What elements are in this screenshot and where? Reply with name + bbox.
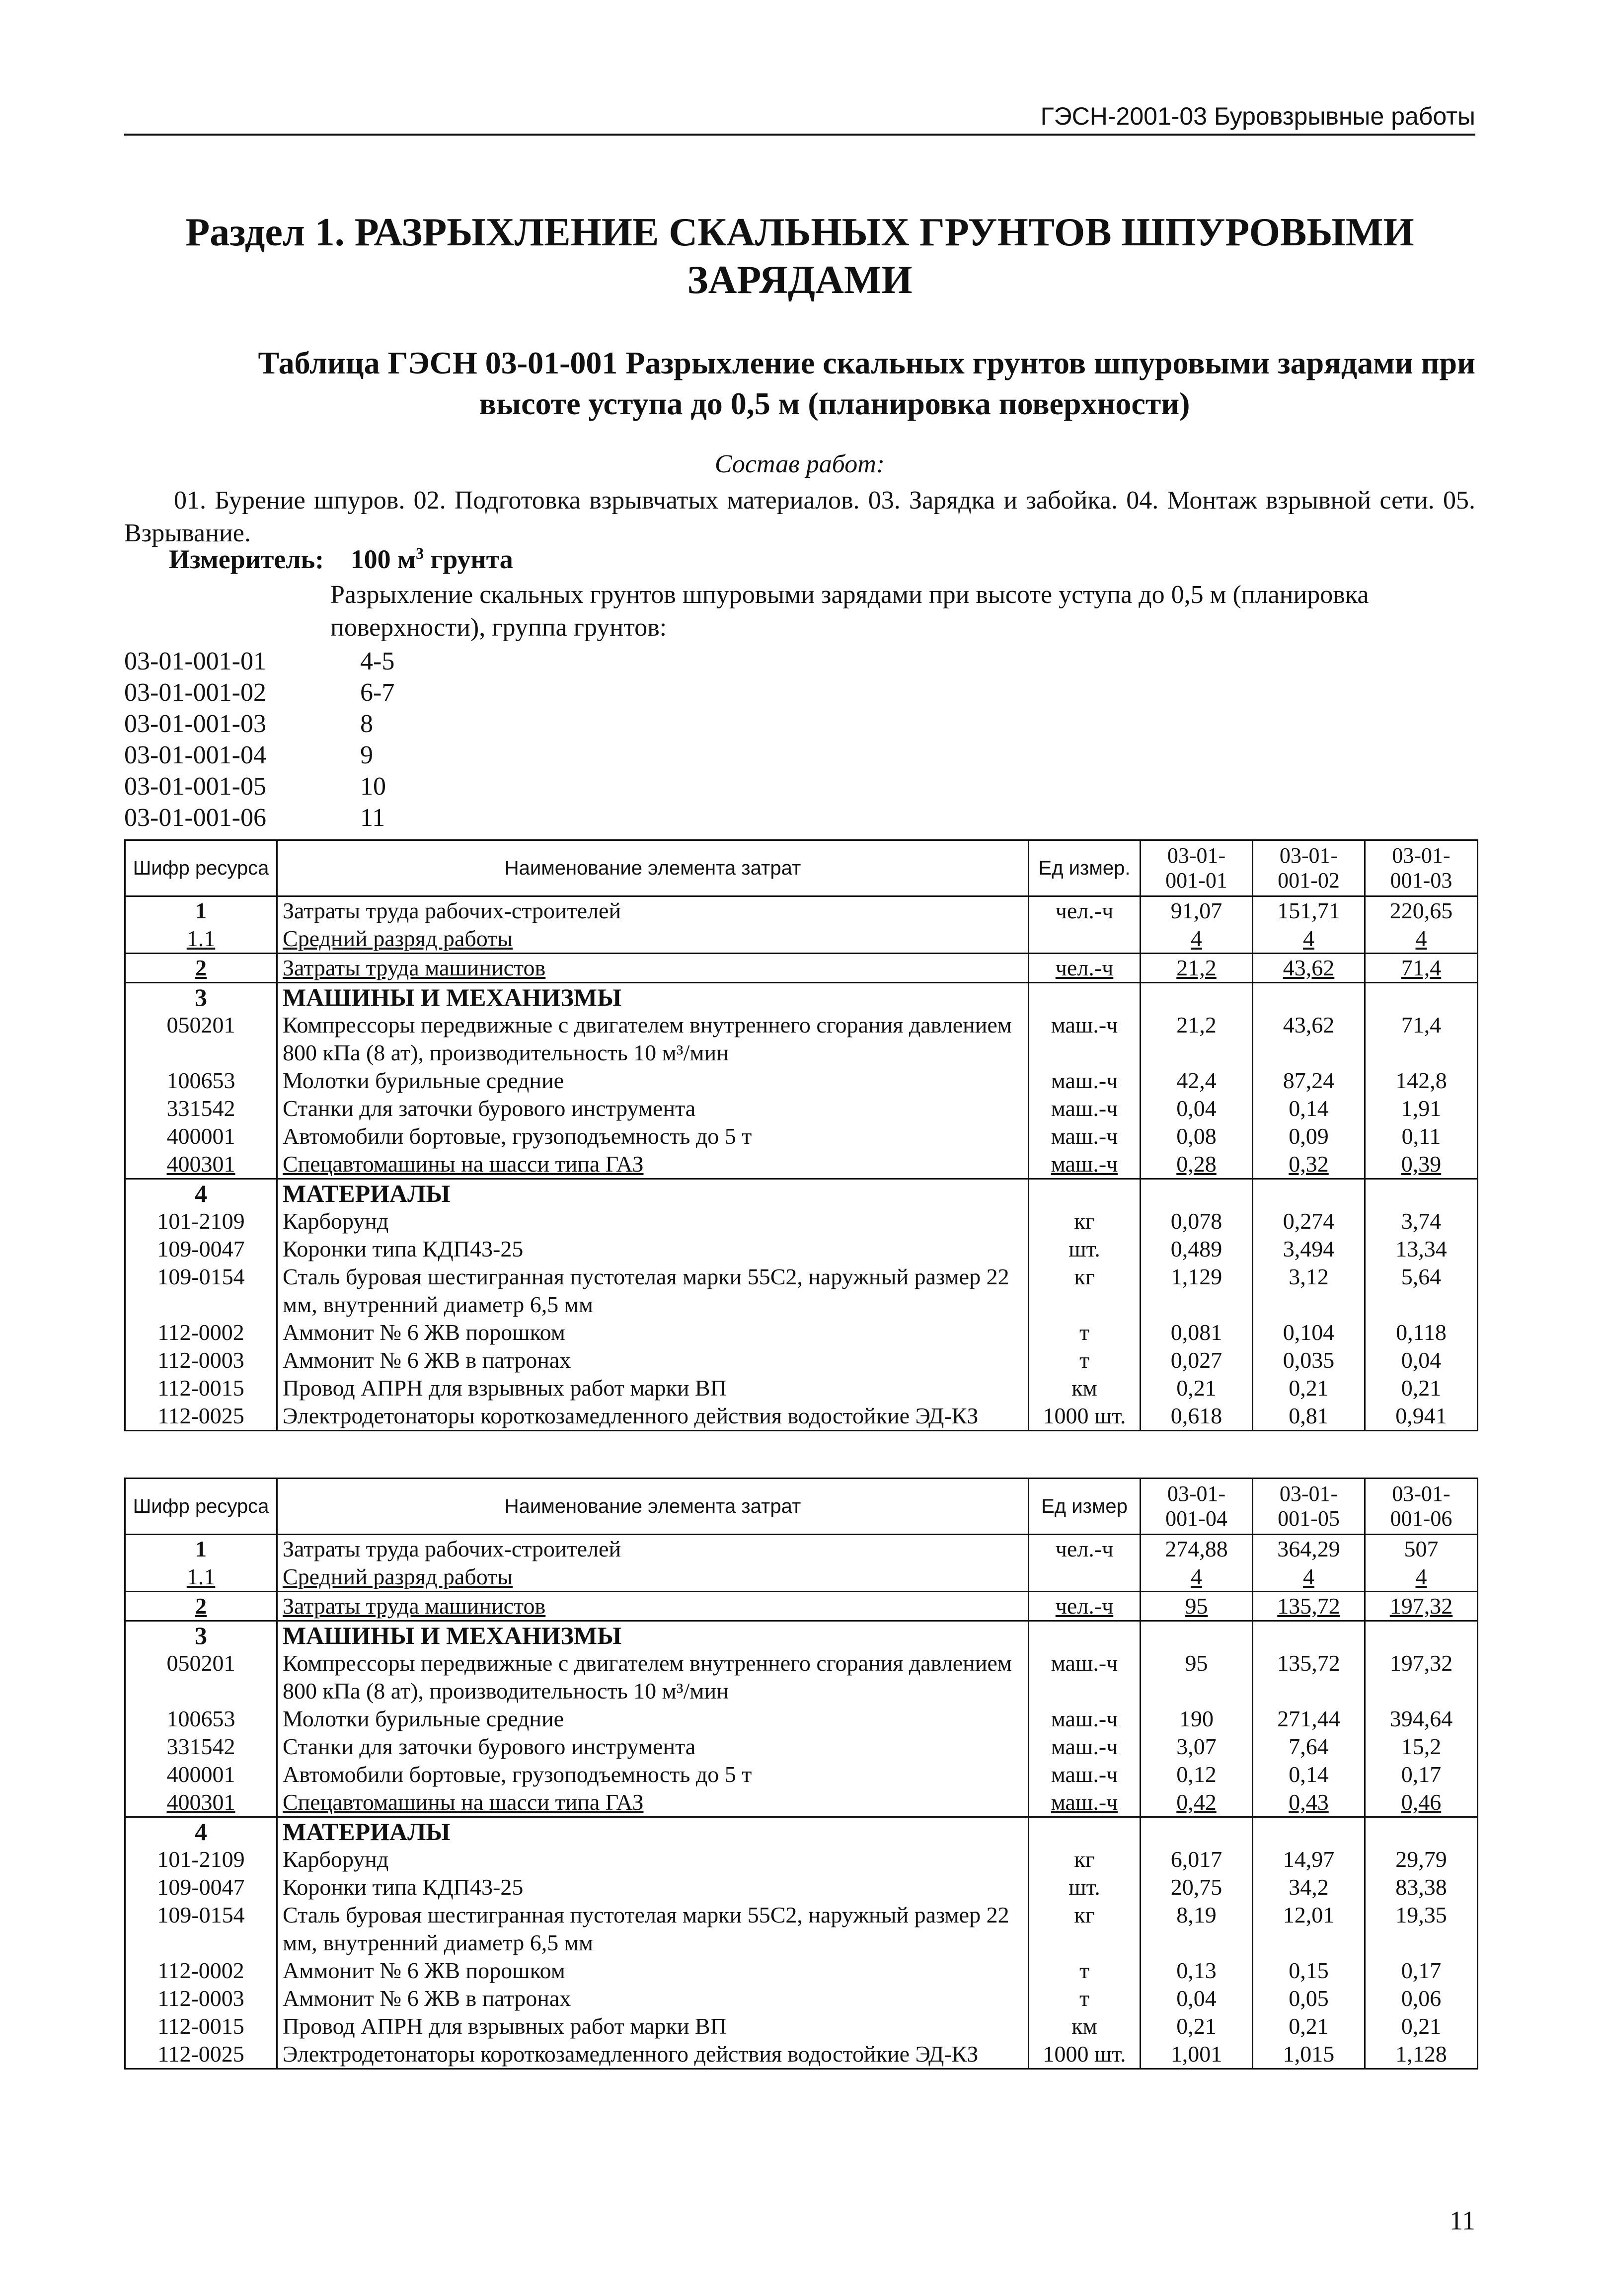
cell-value: 3,12: [1253, 1263, 1365, 1319]
cell-cipher: 112-0015: [125, 1374, 277, 1402]
cell-name: Коронки типа КДП43-25: [277, 1235, 1029, 1263]
cell-value: 71,4: [1365, 954, 1478, 983]
cell-value: 43,62: [1253, 954, 1365, 983]
cell-unit: маш.-ч: [1029, 1150, 1141, 1179]
resource-table-1: [124, 839, 1478, 1431]
cell-value: 0,15: [1253, 1957, 1365, 1985]
cell-value: 8,19: [1141, 1901, 1253, 1957]
cell-name: Станки для заточки бурового инструмента: [277, 1733, 1029, 1761]
cell-value: [1141, 1179, 1253, 1208]
cell-unit: [1029, 983, 1141, 1012]
header-norm-code: 03-01- 001-05: [1253, 1479, 1365, 1535]
cell-name: Затраты труда рабочих-строителей: [277, 1535, 1029, 1563]
cell-value: 4: [1141, 925, 1253, 954]
cell-cipher: 112-0003: [125, 1346, 277, 1374]
cell-name: Сталь буровая шестигранная пустотелая марки 55С2, наружный размер 22 мм, внутренний диаметр 6,5 мм: [277, 1901, 1029, 1957]
cell-name: Провод АПРН для взрывных работ марки ВП: [277, 1374, 1029, 1402]
cell-value: 5,64: [1365, 1263, 1478, 1319]
table-header-row: [125, 840, 1478, 896]
code-list-item: [124, 740, 459, 771]
cell-value: 12,01: [1253, 1901, 1365, 1957]
cell-value: 1,129: [1141, 1263, 1253, 1319]
cell-value: 0,14: [1253, 1761, 1365, 1788]
cell-value: 220,65: [1365, 896, 1478, 925]
cell-name: МАТЕРИАЛЫ: [277, 1817, 1029, 1846]
cell-cipher: 1: [125, 1535, 277, 1563]
code-list-item: [124, 677, 459, 708]
cell-name: Аммонит № 6 ЖВ порошком: [277, 1319, 1029, 1346]
table-row: [125, 1150, 1478, 1179]
cell-value: 0,21: [1253, 1374, 1365, 1402]
soil-group: 10: [360, 772, 386, 801]
cell-unit: чел.-ч: [1029, 896, 1141, 925]
cell-value: 7,64: [1253, 1733, 1365, 1761]
section-title-line2: ЗАРЯДАМИ: [687, 258, 913, 302]
cell-value: 4: [1365, 925, 1478, 954]
cell-unit: кг: [1029, 1901, 1141, 1957]
cell-cipher: 050201: [125, 1649, 277, 1705]
cell-unit: [1029, 1817, 1141, 1846]
table-row: [125, 1095, 1478, 1122]
table-row: [125, 1592, 1478, 1621]
measurer: [169, 544, 513, 575]
table-row: [125, 1235, 1478, 1263]
cell-value: 197,32: [1365, 1649, 1478, 1705]
cell-cipher: 050201: [125, 1011, 277, 1067]
cell-value: 13,34: [1365, 1235, 1478, 1263]
table-row: [125, 1319, 1478, 1346]
table-row: [125, 2012, 1478, 2040]
table-title: [124, 343, 1475, 424]
cell-cipher: 1: [125, 896, 277, 925]
cell-value: 83,38: [1365, 1873, 1478, 1901]
cell-cipher: 2: [125, 954, 277, 983]
cell-value: 151,71: [1253, 896, 1365, 925]
cell-cipher: 112-0015: [125, 2012, 277, 2040]
cell-value: [1365, 1817, 1478, 1846]
cell-name: Электродетонаторы короткозамедленного действия водостойкие ЭД-КЗ: [277, 2040, 1029, 2069]
cell-cipher: 112-0002: [125, 1319, 277, 1346]
cell-cipher: 2: [125, 1592, 277, 1621]
running-header: ГЭСН-2001-03 Буровзрывные работы: [124, 102, 1475, 136]
cell-unit: 1000 шт.: [1029, 1402, 1141, 1431]
cell-value: 42,4: [1141, 1067, 1253, 1095]
norm-code: 03-01-001-02: [124, 678, 266, 707]
cell-value: 1,015: [1253, 2040, 1365, 2069]
table-row: [125, 1957, 1478, 1985]
cell-value: 1,128: [1365, 2040, 1478, 2069]
cell-cipher: 112-0025: [125, 2040, 277, 2069]
norm-description: Разрыхление скальных грунтов шпуровыми зарядами при высоте уступа до 0,5 м (планировка поверхности), группа грунтов:: [330, 581, 1369, 642]
cell-value: 0,489: [1141, 1235, 1253, 1263]
cell-unit: т: [1029, 1985, 1141, 2012]
cell-name: Средний разряд работы: [277, 925, 1029, 954]
cell-unit: [1029, 1621, 1141, 1650]
table-row: [125, 1761, 1478, 1788]
table-row: [125, 1788, 1478, 1817]
soil-group: 9: [360, 741, 373, 769]
cell-value: 271,44: [1253, 1705, 1365, 1733]
cell-unit: [1029, 1563, 1141, 1592]
cell-cipher: 400301: [125, 1788, 277, 1817]
cell-value: 0,04: [1141, 1095, 1253, 1122]
cell-cipher: 100653: [125, 1705, 277, 1733]
cell-unit: маш.-ч: [1029, 1011, 1141, 1067]
table-row: [125, 1817, 1478, 1846]
cell-value: 0,104: [1253, 1319, 1365, 1346]
cell-value: 0,43: [1253, 1788, 1365, 1817]
cell-value: 91,07: [1141, 896, 1253, 925]
cell-value: 0,035: [1253, 1346, 1365, 1374]
table-row: [125, 1179, 1478, 1208]
header-norm-code: 03-01- 001-02: [1253, 840, 1365, 896]
cell-value: 0,21: [1253, 2012, 1365, 2040]
cell-unit: км: [1029, 1374, 1141, 1402]
table-row: [125, 1733, 1478, 1761]
cell-unit: маш.-ч: [1029, 1095, 1141, 1122]
norm-code: 03-01-001-06: [124, 804, 266, 832]
cell-cipher: 4: [125, 1179, 277, 1208]
cell-value: 0,14: [1253, 1095, 1365, 1122]
cell-value: 20,75: [1141, 1873, 1253, 1901]
norm-code: 03-01-001-01: [124, 647, 266, 675]
table-row: [125, 1535, 1478, 1563]
cell-unit: [1029, 925, 1141, 954]
cell-value: 0,21: [1141, 2012, 1253, 2040]
cell-name: Электродетонаторы короткозамедленного действия водостойкие ЭД-КЗ: [277, 1402, 1029, 1431]
header-cipher: Шифр ресурса: [125, 840, 277, 896]
cell-value: 3,494: [1253, 1235, 1365, 1263]
cell-name: МАТЕРИАЛЫ: [277, 1179, 1029, 1208]
table-row: [125, 1846, 1478, 1873]
cell-cipher: 112-0025: [125, 1402, 277, 1431]
cell-value: [1141, 1817, 1253, 1846]
cell-value: 14,97: [1253, 1846, 1365, 1873]
cell-value: [1253, 983, 1365, 1012]
cell-cipher: 400001: [125, 1122, 277, 1150]
table-row: [125, 1402, 1478, 1431]
cell-value: 3,07: [1141, 1733, 1253, 1761]
cell-name: Станки для заточки бурового инструмента: [277, 1095, 1029, 1122]
code-list: [124, 646, 459, 833]
cell-value: 4: [1253, 1563, 1365, 1592]
cell-unit: т: [1029, 1346, 1141, 1374]
table-row: [125, 896, 1478, 925]
cell-value: 4: [1365, 1563, 1478, 1592]
cell-value: 15,2: [1365, 1733, 1478, 1761]
cell-value: 0,32: [1253, 1150, 1365, 1179]
table-row: [125, 1649, 1478, 1705]
header-name: Наименование элемента затрат: [277, 1479, 1029, 1535]
cell-value: 71,4: [1365, 1011, 1478, 1067]
code-list-item: [124, 646, 459, 677]
cell-cipher: 1.1: [125, 925, 277, 954]
page-number: 11: [1450, 2206, 1475, 2235]
cell-value: 21,2: [1141, 1011, 1253, 1067]
section-title-line1: Раздел 1. РАЗРЫХЛЕНИЕ СКАЛЬНЫХ ГРУНТОВ ШПУРОВЫМИ: [185, 211, 1414, 254]
cell-name: Коронки типа КДП43-25: [277, 1873, 1029, 1901]
cell-unit: маш.-ч: [1029, 1649, 1141, 1705]
table-header-row: [125, 1479, 1478, 1535]
table-row: [125, 1374, 1478, 1402]
cell-value: 6,017: [1141, 1846, 1253, 1873]
table-row: [125, 983, 1478, 1012]
cell-value: [1365, 1179, 1478, 1208]
code-list-item: [124, 708, 459, 740]
cell-unit: шт.: [1029, 1235, 1141, 1263]
cell-value: 43,62: [1253, 1011, 1365, 1067]
cell-name: Аммонит № 6 ЖВ порошком: [277, 1957, 1029, 1985]
cell-value: 0,12: [1141, 1761, 1253, 1788]
soil-group: 8: [360, 710, 373, 738]
table-title-line2: высоте уступа до 0,5 м (планировка поверхности): [479, 386, 1190, 421]
cell-cipher: 100653: [125, 1067, 277, 1095]
norm-code: 03-01-001-03: [124, 710, 266, 738]
cell-value: 95: [1141, 1592, 1253, 1621]
cell-name: Провод АПРН для взрывных работ марки ВП: [277, 2012, 1029, 2040]
table-row: [125, 925, 1478, 954]
cell-name: МАШИНЫ И МЕХАНИЗМЫ: [277, 983, 1029, 1012]
cell-value: [1365, 1621, 1478, 1650]
cell-value: 0,06: [1365, 1985, 1478, 2012]
cell-cipher: 112-0002: [125, 1957, 277, 1985]
header-norm-code: 03-01- 001-04: [1141, 1479, 1253, 1535]
cell-name: Компрессоры передвижные с двигателем внутреннего сгорания давлением 800 кПа (8 ат), производительность 10 м³/мин: [277, 1011, 1029, 1067]
cell-unit: кг: [1029, 1846, 1141, 1873]
cell-value: 142,8: [1365, 1067, 1478, 1095]
cell-name: Аммонит № 6 ЖВ в патронах: [277, 1346, 1029, 1374]
cell-value: 135,72: [1253, 1649, 1365, 1705]
table-row: [125, 1563, 1478, 1592]
table-row: [125, 1873, 1478, 1901]
cell-unit: маш.-ч: [1029, 1067, 1141, 1095]
cell-name: Автомобили бортовые, грузоподъемность до 5 т: [277, 1761, 1029, 1788]
cell-value: 0,17: [1365, 1957, 1478, 1985]
cell-unit: т: [1029, 1319, 1141, 1346]
cell-value: 197,32: [1365, 1592, 1478, 1621]
table-row: [125, 1263, 1478, 1319]
cell-cipher: 109-0047: [125, 1235, 277, 1263]
code-list-item: [124, 802, 459, 833]
cell-value: 4: [1141, 1563, 1253, 1592]
cell-unit: маш.-ч: [1029, 1733, 1141, 1761]
table-title-line1: Таблица ГЭСН 03-01-001 Разрыхление скальных грунтов шпуровыми зарядами при: [258, 345, 1475, 380]
cell-value: 0,28: [1141, 1150, 1253, 1179]
cell-value: [1253, 1621, 1365, 1650]
cell-name: Карборунд: [277, 1846, 1029, 1873]
cell-value: 507: [1365, 1535, 1478, 1563]
cell-value: 135,72: [1253, 1592, 1365, 1621]
resource-table-2: [124, 1478, 1478, 2070]
cell-name: Средний разряд работы: [277, 1563, 1029, 1592]
cell-name: Спецавтомашины на шасси типа ГАЗ: [277, 1788, 1029, 1817]
cell-name: Затраты труда машинистов: [277, 1592, 1029, 1621]
table-row: [125, 1705, 1478, 1733]
table-row: [125, 1122, 1478, 1150]
soil-group: 4-5: [360, 647, 395, 675]
measurer-value: 100 $м^3$ грунта: [350, 544, 513, 574]
cell-value: 0,05: [1253, 1985, 1365, 2012]
section-title: [124, 209, 1475, 304]
cell-value: 364,29: [1253, 1535, 1365, 1563]
cell-cipher: 101-2109: [125, 1846, 277, 1873]
cell-value: 0,81: [1253, 1402, 1365, 1431]
measurer-label: Измеритель:: [169, 544, 324, 574]
cell-value: 0,13: [1141, 1957, 1253, 1985]
cell-value: 190: [1141, 1705, 1253, 1733]
cell-value: [1253, 1179, 1365, 1208]
cell-value: 19,35: [1365, 1901, 1478, 1957]
code-list-item: [124, 771, 459, 802]
soil-group: 11: [360, 804, 385, 832]
cell-unit: кг: [1029, 1207, 1141, 1235]
cell-unit: маш.-ч: [1029, 1122, 1141, 1150]
cell-cipher: 109-0154: [125, 1263, 277, 1319]
cell-value: 0,04: [1365, 1346, 1478, 1374]
header-unit: Ед измер.: [1029, 840, 1141, 896]
cell-value: [1141, 983, 1253, 1012]
cell-value: [1253, 1817, 1365, 1846]
table-row: [125, 1207, 1478, 1235]
cell-unit: шт.: [1029, 1873, 1141, 1901]
header-norm-code: 03-01- 001-03: [1365, 840, 1478, 896]
cell-name: Затраты труда машинистов: [277, 954, 1029, 983]
cell-value: 394,64: [1365, 1705, 1478, 1733]
cell-cipher: 331542: [125, 1733, 277, 1761]
cell-value: 29,79: [1365, 1846, 1478, 1873]
table-row: [125, 2040, 1478, 2069]
cell-value: 274,88: [1141, 1535, 1253, 1563]
cell-cipher: 112-0003: [125, 1985, 277, 2012]
cell-cipher: 3: [125, 983, 277, 1012]
cell-value: 34,2: [1253, 1873, 1365, 1901]
cell-value: 0,618: [1141, 1402, 1253, 1431]
cell-value: 1,001: [1141, 2040, 1253, 2069]
cell-unit: маш.-ч: [1029, 1705, 1141, 1733]
soil-group: 6-7: [360, 678, 395, 707]
cell-unit: чел.-ч: [1029, 1535, 1141, 1563]
cell-name: Компрессоры передвижные с двигателем внутреннего сгорания давлением 800 кПа (8 ат), производительность 10 м³/мин: [277, 1649, 1029, 1705]
cell-name: Сталь буровая шестигранная пустотелая марки 55С2, наружный размер 22 мм, внутренний диаметр 6,5 мм: [277, 1263, 1029, 1319]
cell-value: 0,39: [1365, 1150, 1478, 1179]
table-row: [125, 1346, 1478, 1374]
table-row: [125, 1067, 1478, 1095]
cell-value: 3,74: [1365, 1207, 1478, 1235]
cell-unit: маш.-ч: [1029, 1761, 1141, 1788]
cell-value: 4: [1253, 925, 1365, 954]
header-norm-code: 03-01- 001-01: [1141, 840, 1253, 896]
header-unit: Ед измер: [1029, 1479, 1141, 1535]
cell-name: Молотки бурильные средние: [277, 1705, 1029, 1733]
table-row: [125, 1985, 1478, 2012]
cell-value: 0,274: [1253, 1207, 1365, 1235]
cell-unit: 1000 шт.: [1029, 2040, 1141, 2069]
cell-value: 0,078: [1141, 1207, 1253, 1235]
cell-value: 0,42: [1141, 1788, 1253, 1817]
cell-name: Карборунд: [277, 1207, 1029, 1235]
cell-value: 0,21: [1365, 1374, 1478, 1402]
cell-value: 0,11: [1365, 1122, 1478, 1150]
cell-value: [1141, 1621, 1253, 1650]
norm-code: 03-01-001-05: [124, 772, 266, 801]
composition-text: 01. Бурение шпуров. 02. Подготовка взрывчатых материалов. 03. Зарядка и забойка. 04. Монтаж взрывной сети. 05. Взрывание.: [124, 486, 1475, 547]
cell-value: 1,91: [1365, 1095, 1478, 1122]
cell-value: 0,46: [1365, 1788, 1478, 1817]
cell-cipher: 109-0047: [125, 1873, 277, 1901]
cell-unit: т: [1029, 1957, 1141, 1985]
cell-name: Затраты труда рабочих-строителей: [277, 896, 1029, 925]
table-row: [125, 1011, 1478, 1067]
cell-value: [1365, 983, 1478, 1012]
cell-name: Молотки бурильные средние: [277, 1067, 1029, 1095]
norm-code: 03-01-001-04: [124, 741, 266, 769]
cell-unit: чел.-ч: [1029, 954, 1141, 983]
cell-cipher: 400301: [125, 1150, 277, 1179]
header-name: Наименование элемента затрат: [277, 840, 1029, 896]
cell-cipher: 331542: [125, 1095, 277, 1122]
cell-cipher: 4: [125, 1817, 277, 1846]
cell-name: Аммонит № 6 ЖВ в патронах: [277, 1985, 1029, 2012]
cell-value: 0,118: [1365, 1319, 1478, 1346]
cell-value: 0,21: [1141, 1374, 1253, 1402]
composition-heading: Состав работ:: [714, 450, 885, 478]
cell-value: 21,2: [1141, 954, 1253, 983]
cell-name: Спецавтомашины на шасси типа ГАЗ: [277, 1150, 1029, 1179]
cell-value: 0,17: [1365, 1761, 1478, 1788]
table-row: [125, 1621, 1478, 1650]
cell-value: 0,04: [1141, 1985, 1253, 2012]
cell-value: 95: [1141, 1649, 1253, 1705]
cell-value: 0,08: [1141, 1122, 1253, 1150]
table-row: [125, 954, 1478, 983]
cell-cipher: 3: [125, 1621, 277, 1650]
cell-value: 0,941: [1365, 1402, 1478, 1431]
cell-value: 0,081: [1141, 1319, 1253, 1346]
header-norm-code: 03-01- 001-06: [1365, 1479, 1478, 1535]
cell-cipher: 109-0154: [125, 1901, 277, 1957]
table-row: [125, 1901, 1478, 1957]
header-cipher: Шифр ресурса: [125, 1479, 277, 1535]
cell-unit: маш.-ч: [1029, 1788, 1141, 1817]
cell-unit: кг: [1029, 1263, 1141, 1319]
cell-unit: чел.-ч: [1029, 1592, 1141, 1621]
cell-cipher: 400001: [125, 1761, 277, 1788]
cell-value: 0,09: [1253, 1122, 1365, 1150]
cell-value: 0,027: [1141, 1346, 1253, 1374]
cell-value: 87,24: [1253, 1067, 1365, 1095]
cell-value: 0,21: [1365, 2012, 1478, 2040]
cell-cipher: 101-2109: [125, 1207, 277, 1235]
cell-cipher: 1.1: [125, 1563, 277, 1592]
cell-name: МАШИНЫ И МЕХАНИЗМЫ: [277, 1621, 1029, 1650]
cell-unit: [1029, 1179, 1141, 1208]
cell-name: Автомобили бортовые, грузоподъемность до 5 т: [277, 1122, 1029, 1150]
cell-unit: км: [1029, 2012, 1141, 2040]
